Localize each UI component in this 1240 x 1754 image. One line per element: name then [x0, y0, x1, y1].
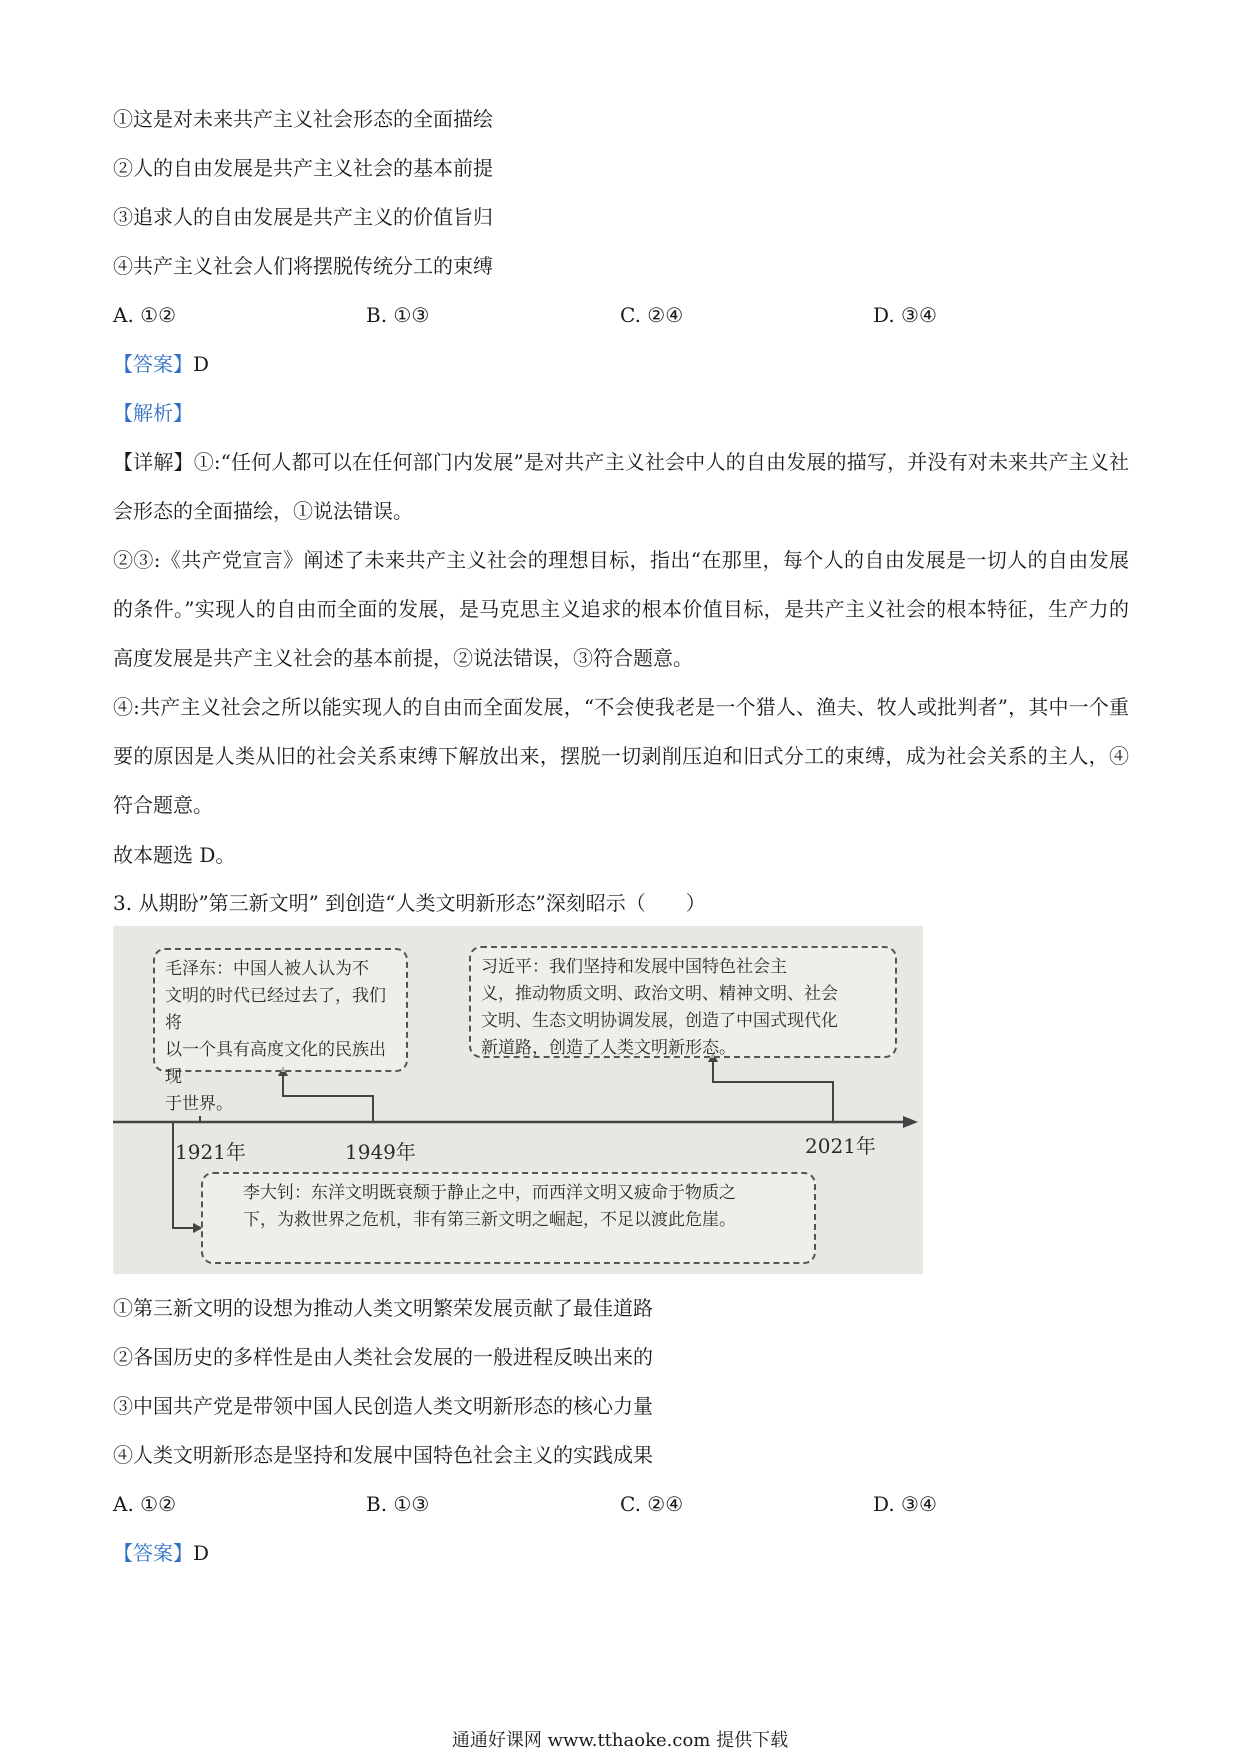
q2-options	[113, 301, 1013, 329]
detail-text-1: ①:“任何人都可以在任何部门内发展”是对共产主义社会中人的自由发展的描写，并没有对未来共产主义社会形态的全面描绘，①说法错误。	[113, 450, 1130, 523]
year-1949: 1949年	[345, 1140, 416, 1164]
q2-answer	[113, 350, 209, 378]
xi-quote-box: 习近平：我们坚持和发展中国特色社会主 义，推动物质文明、政治文明、精神文明、社会 文明、生态文明协调发展，创造了中国式现代化 新道路，创造了人类文明新形态。	[469, 946, 897, 1058]
q3-options	[113, 1490, 1013, 1518]
answer-tag: 【答案】	[113, 352, 193, 376]
conclusion: 故本题选 D。	[113, 843, 236, 867]
q3-statement-4: ④人类文明新形态是坚持和发展中国特色社会主义的实践成果	[113, 1443, 653, 1467]
q3-option-a: A. ①②	[113, 1492, 177, 1516]
timeline-figure	[113, 926, 923, 1274]
analysis-tag: 【解析】	[113, 401, 193, 425]
detail-paragraph-3: ④:共产主义社会之所以能实现人的自由而全面发展，“不会使我老是一个猎人、渔夫、牧人或批判者”，其中一个重要的原因是人类从旧的社会关系束缚下解放出来，摆脱一切剥削压迫和旧式分工的束缚，成为社会关系的主人，④符合题意。	[113, 695, 1129, 817]
q3-stem: 3. 从期盼”第三新文明” 到创造“人类文明新形态”深刻昭示（ ）	[113, 891, 706, 915]
q3-answer-value: D	[193, 1541, 210, 1565]
mao-quote-box: 毛泽东：中国人被人认为不 文明的时代已经过去了，我们将 以一个具有高度文化的民族出现 于世界。	[153, 948, 408, 1072]
timeline-arrow-head	[903, 1116, 918, 1128]
connector-2021	[713, 1058, 833, 1116]
connector-1949	[283, 1072, 373, 1116]
q3-statement-3: ③中国共产党是带领中国人民创造人类文明新形态的核心力量	[113, 1394, 653, 1418]
footer-source: 通通好课网 www.tthaoke.com 提供下载	[451, 1730, 789, 1751]
q3-option-c: C. ②④	[620, 1492, 684, 1516]
detail-tag: 【详解】	[113, 450, 194, 474]
option-a: A. ①②	[113, 303, 177, 327]
q3-statement-2: ②各国历史的多样性是由人类社会发展的一般进程反映出来的	[113, 1345, 653, 1369]
statement-4: ④共产主义社会人们将摆脱传统分工的束缚	[113, 254, 493, 278]
answer-value: D	[193, 352, 210, 376]
q3-statement-1: ①第三新文明的设想为推动人类文明繁荣发展贡献了最佳道路	[113, 1296, 653, 1320]
q3-answer	[113, 1539, 209, 1567]
q3-answer-tag: 【答案】	[113, 1541, 193, 1565]
option-d: D. ③④	[873, 303, 937, 327]
li-quote-box: 李大钊：东洋文明既衰颓于静止之中，而西洋文明又疲命于物质之 下，为救世界之危机，非有第三新文明之崛起，不足以渡此危崖。	[201, 1172, 816, 1264]
statement-3: ③追求人的自由发展是共产主义的价值旨归	[113, 205, 493, 229]
q3-option-b: B. ①③	[366, 1492, 430, 1516]
option-c: C. ②④	[620, 303, 684, 327]
option-b: B. ①③	[366, 303, 430, 327]
statement-1: ①这是对未来共产主义社会形态的全面描绘	[113, 107, 493, 131]
year-2021: 2021年	[805, 1134, 876, 1158]
statement-2: ②人的自由发展是共产主义社会的基本前提	[113, 156, 493, 180]
detail-paragraph-1	[113, 438, 1129, 536]
q2-analysis	[113, 399, 193, 427]
year-1921: 1921年	[175, 1140, 246, 1164]
detail-paragraph-2: ②③:《共产党宣言》阐述了未来共产主义社会的理想目标，指出“在那里，每个人的自由发展是一切人的自由发展的条件。”实现人的自由而全面的发展，是马克思主义追求的根本价值目标，是共产主义社会的根本特征，生产力的高度发展是共产主义社会的基本前提，②说法错误，③符合题意。	[113, 548, 1129, 670]
q3-option-d: D. ③④	[873, 1492, 937, 1516]
